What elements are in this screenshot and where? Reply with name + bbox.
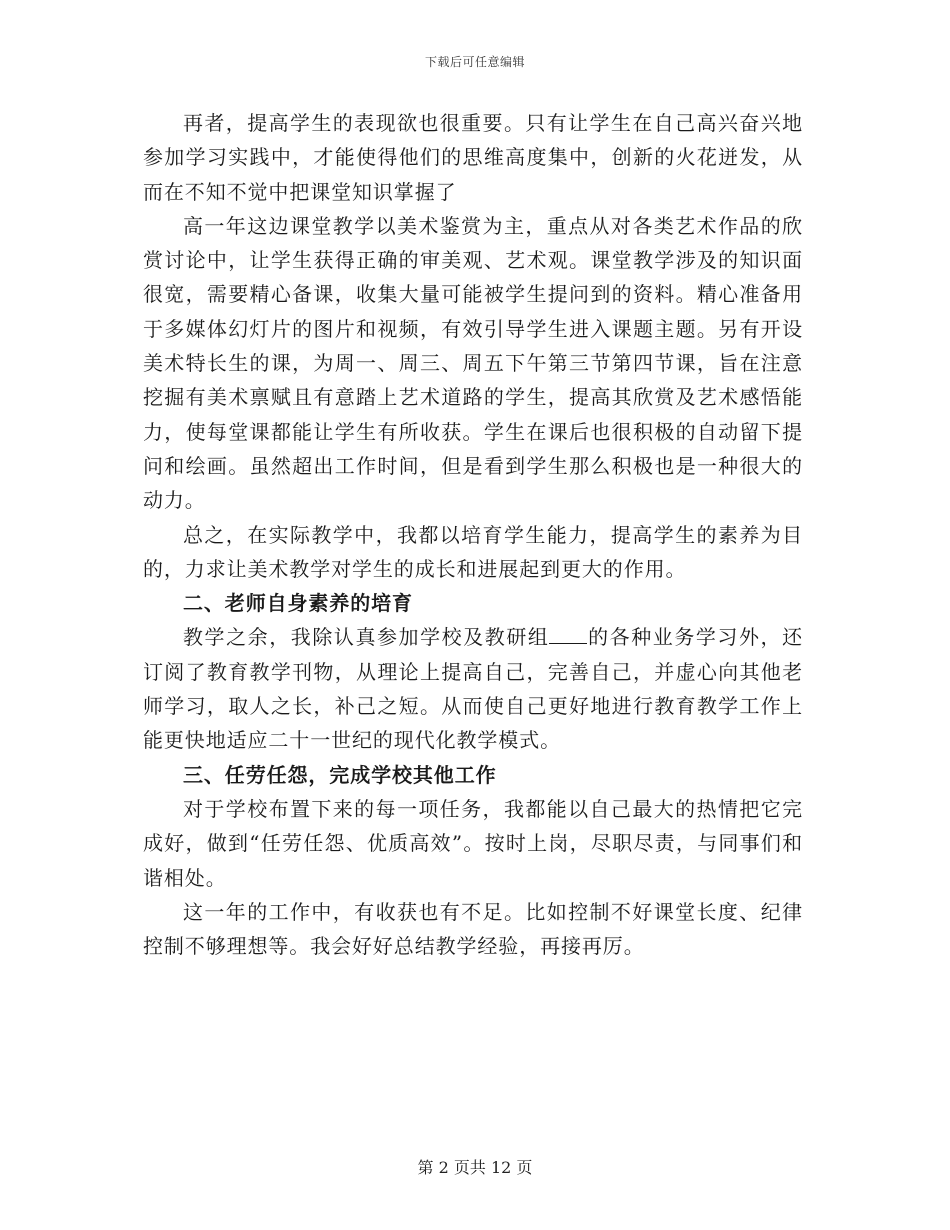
paragraph-conclusion: 这一年的工作中，有收获也有不足。比如控制不好课堂长度、纪律控制不够理想等。我会好好总结教学经验，再接再厉。 bbox=[143, 899, 803, 959]
page-header-note: 下载后可任意编辑 bbox=[424, 55, 525, 69]
section-heading-self-cultivation: 二、老师自身素养的培育 bbox=[183, 591, 413, 616]
paragraph-art-appreciation: 高一年这边课堂教学以美术鉴赏为主，重点从对各类艺术作品的欣赏讨论中，让学生获得正确的审美观、艺术观。课堂教学涉及的知识面很宽，需要精心备课，收集大量可能被学生提问到的资料。精心准备用于多媒体幻灯片的图片和视频，有效引导学生进入课题主题。另有开设美术特长生的课，为周一、周三、周五下午第三节第四节课，旨在注意挖掘有美术禀赋且有意踏上艺术道路的学生，提高其欣赏及艺术感悟能力，使每堂课都能让学生有所收获。学生在课后也很积极的自动留下提问和绘画。虽然超出工作时间，但是看到学生那么积极也是一种很大的动力。 bbox=[143, 213, 803, 513]
paragraph-self-cultivation-part1: 教学之余，我除认真参加学校及教研组 bbox=[183, 625, 550, 650]
page-number-footer: 第 2 页共 12 页 bbox=[417, 1158, 533, 1177]
fill-in-blank bbox=[549, 625, 587, 644]
paragraph-self-cultivation-part2: 的各种业务学习外，还订阅了教育教学刊物，从理论上提高自己，完善自己，并虚心向其他老师学习，取人之长，补己之短。从而使自己更好地进行教育教学工作上能更快地适应二十一世纪的现代化教学模式。 bbox=[143, 625, 803, 753]
paragraph-summary: 总之，在实际教学中，我都以培育学生能力，提高学生的素养为目的，力求让美术教学对学生的成长和进展起到更大的作用。 bbox=[143, 522, 803, 581]
paragraph-expression: 再者，提高学生的表现欲也很重要。只有让学生在自己高兴奋兴地参加学习实践中，才能使得他们的思维高度集中，创新的火花迸发，从而在不知不觉中把课堂知识掌握了 bbox=[143, 111, 803, 204]
document-body bbox=[143, 106, 803, 963]
paragraph-other-work: 对于学校布置下来的每一项任务，我都能以自己最大的热情把它完成好，做到“任劳任怨、优质高效”。按时上岗，尽职尽责，与同事们和谐相处。 bbox=[143, 796, 803, 890]
paragraph-self-cultivation bbox=[143, 620, 803, 757]
section-heading-other-work: 三、任劳任怨，完成学校其他工作 bbox=[183, 762, 497, 787]
